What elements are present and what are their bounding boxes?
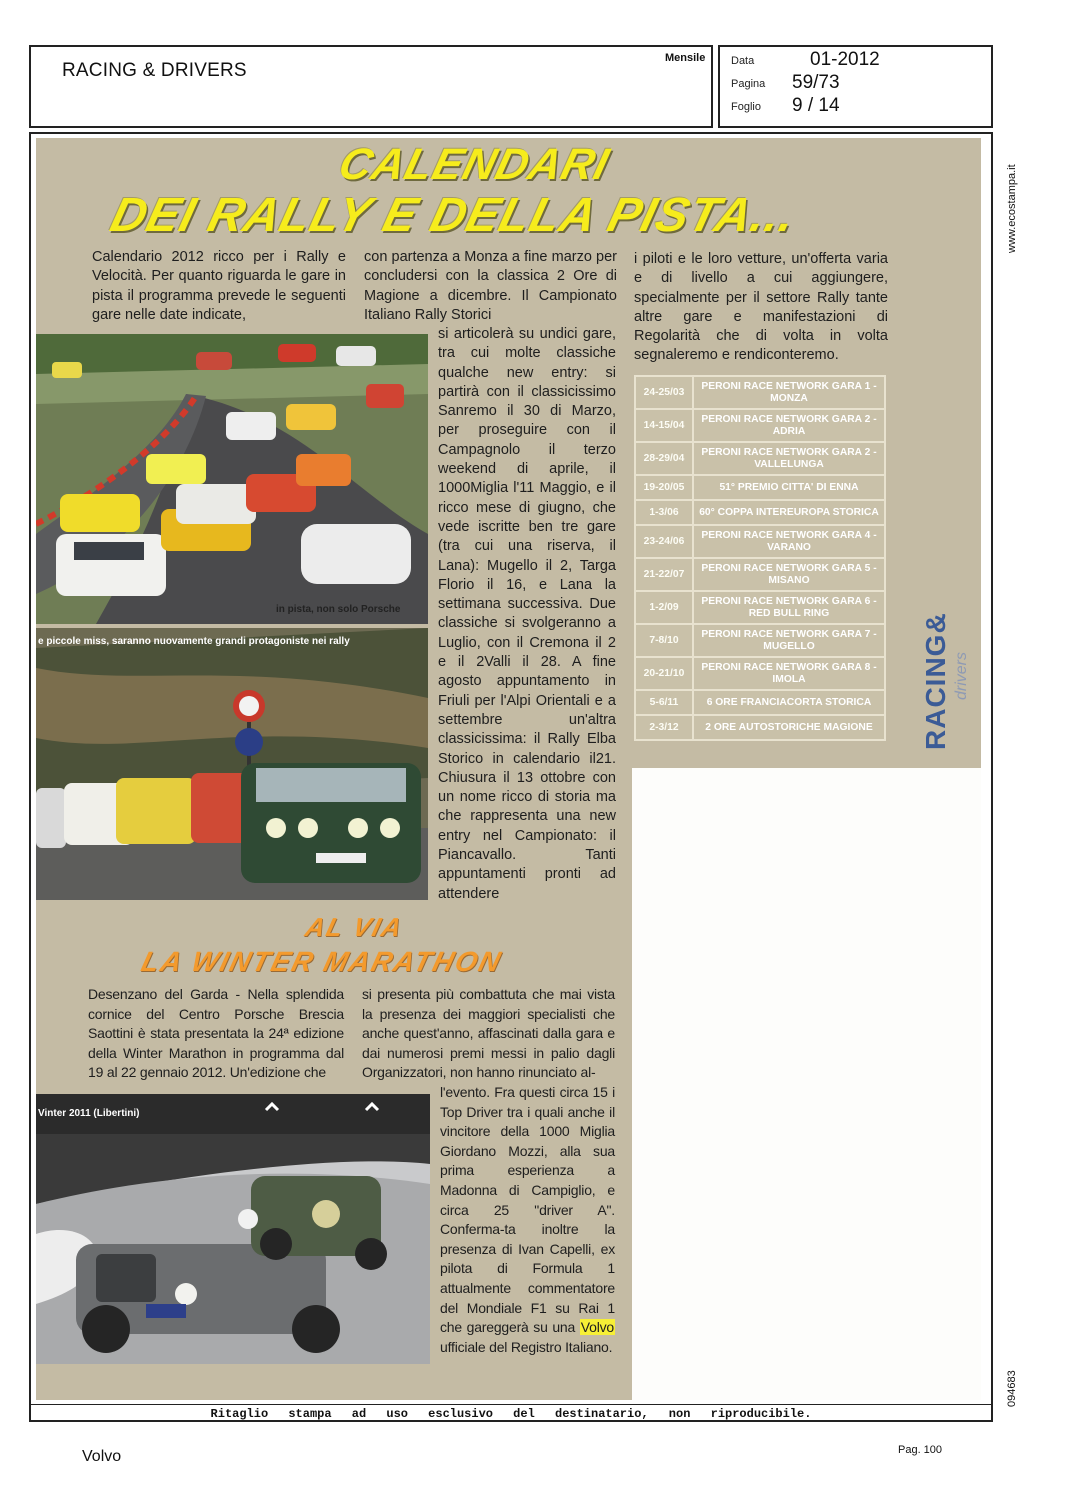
side-url-text: www.ecostampa.it bbox=[1006, 164, 1018, 253]
race-event: PERONI RACE NETWORK GARA 6 - RED BULL RING bbox=[693, 591, 885, 624]
photo-track-race bbox=[36, 334, 428, 624]
sheet-label: Foglio bbox=[731, 101, 761, 113]
photo-winter-marathon-image bbox=[36, 1094, 430, 1364]
article1-column-1: Calendario 2012 ricco per i Rally e Velocità. Per quanto riguarda le gare in pista il programma prevede le seguenti gare nelle date indicate, bbox=[92, 249, 346, 323]
photo-track-race-caption: in pista, non solo Porsche bbox=[276, 604, 401, 615]
race-date: 7-8/10 bbox=[635, 624, 693, 657]
race-row bbox=[635, 558, 885, 591]
race-date: 20-21/10 bbox=[635, 657, 693, 690]
brand-logo-text: RACING& bbox=[920, 612, 951, 750]
article1-column-2-continued: si articolerà su undici gare, tra cui molte classiche qualche new entry: si partirà con il classicissimo Sanremo il 30 di Marzo, per proseguire con il Campagnolo il terzo weekend di aprile, il 1000Miglia l'11 Maggio, e il ricco mese di giugno, che vede iscritte ben tre gare (tra cui una riserva, il Lana): Mugello il 2, Targa Florio il 16, e Lana la settimana successiva. Due classiche si svolgeranno a Luglio, con il Cremona il 2 e il 2Valli il 28. A fine agosto appuntamento in Friuli per l'Alpi Orientali e a settembre un'altra classicissima: il Rally Elba Storico in calendario il21. Chiusura il 13 ottobre con un nome ricco di storia ma che rappresenta una new entry nel Campionato: il Piancavallo. Tanti appuntamenti pronti ad attendere bbox=[438, 326, 616, 902]
article2-column-3-end: ufficiale del Registro Italiano. bbox=[440, 1338, 613, 1355]
race-event: PERONI RACE NETWORK GARA 8 - IMOLA bbox=[693, 657, 885, 690]
photo-winter-marathon bbox=[36, 1094, 430, 1364]
race-date: 21-22/07 bbox=[635, 558, 693, 591]
race-date: 23-24/06 bbox=[635, 525, 693, 558]
race-event: PERONI RACE NETWORK GARA 2 - ADRIA bbox=[693, 409, 885, 442]
race-calendar-table bbox=[634, 375, 886, 741]
page-number: Pag. 100 bbox=[898, 1444, 943, 1456]
article2-column-3 bbox=[440, 1083, 615, 1357]
date-label: Data bbox=[731, 55, 755, 67]
race-event: 2 ORE AUTOSTORICHE MAGIONE bbox=[693, 715, 885, 740]
race-row bbox=[635, 376, 885, 409]
race-date: 28-29/04 bbox=[635, 442, 693, 475]
race-calendar-body bbox=[635, 376, 885, 740]
race-date: 19-20/05 bbox=[635, 475, 693, 500]
race-date: 1-2/09 bbox=[635, 591, 693, 624]
headline-winter-marathon: LA WINTER MARATHON bbox=[138, 946, 506, 977]
race-event: PERONI RACE NETWORK GARA 7 - MUGELLO bbox=[693, 624, 885, 657]
race-event: PERONI RACE NETWORK GARA 5 - MISANO bbox=[693, 558, 885, 591]
race-event: PERONI RACE NETWORK GARA 2 - VALLELUNGA bbox=[693, 442, 885, 475]
race-row bbox=[635, 624, 885, 657]
photo-track-race-image bbox=[36, 334, 428, 624]
race-event: PERONI RACE NETWORK GARA 4 - VARANO bbox=[693, 525, 885, 558]
race-event: 6 ORE FRANCIACORTA STORICA bbox=[693, 690, 885, 715]
race-date: 1-3/06 bbox=[635, 500, 693, 525]
sheet-value: 9 / 14 bbox=[792, 95, 840, 116]
race-row bbox=[635, 657, 885, 690]
publication-title: RACING & DRIVERS bbox=[62, 60, 247, 81]
side-url bbox=[1006, 145, 1020, 255]
headline-al-via: AL VIA bbox=[302, 912, 407, 942]
photo-rally-cars-caption: e piccole miss, saranno nuovamente grandi protagoniste nei rally bbox=[38, 636, 350, 647]
headline-rally-pista: DEI RALLY E DELLA PISTA... bbox=[105, 189, 802, 242]
race-row bbox=[635, 715, 885, 740]
race-row bbox=[635, 591, 885, 624]
photo-rally-cars bbox=[36, 628, 428, 900]
side-code-text: 094683 bbox=[1006, 1370, 1018, 1407]
periodicity-label: Mensile bbox=[665, 52, 706, 64]
race-row bbox=[635, 500, 885, 525]
race-row bbox=[635, 690, 885, 715]
race-date: 24-25/03 bbox=[635, 376, 693, 409]
race-row bbox=[635, 442, 885, 475]
race-row bbox=[635, 409, 885, 442]
page-value: 59/73 bbox=[792, 72, 840, 93]
highlight-volvo: Volvo bbox=[580, 1319, 614, 1336]
article2-column-1: Desenzano del Garda - Nella splendida cornice del Centro Porsche Brescia Saottini è stata presentata la 24ª edizione della Winter Marathon in programma dal 19 al 22 gennaio 2012. Un'edizione che bbox=[88, 986, 344, 1081]
race-row bbox=[635, 475, 885, 500]
article2-column-2: si presenta più combattuta che mai vista la presenza dei maggiori specialisti che anche quest'anno, affascinati dalla gara e dai numerosi premi messi in palio dagli Organizzatori, non hanno rinunciato al- bbox=[362, 986, 615, 1081]
brand-logo-subtext: drivers bbox=[953, 651, 970, 700]
article1-column-3: i piloti e le loro vetture, un'offerta varia e di livello a cui aggiungere, specialmente per il settore Rally tante altre gare e manifestazioni di Regolarità che di volta in volta segnaleremo e rendiconteremo. bbox=[634, 251, 888, 364]
brand-logo bbox=[920, 600, 970, 760]
side-code bbox=[1006, 1365, 1020, 1410]
date-value: 01-2012 bbox=[810, 49, 880, 70]
client-brand: Volvo bbox=[82, 1448, 122, 1465]
race-event: 60° COPPA INTEREUROPA STORICA bbox=[693, 500, 885, 525]
article2-column-3-text: l'evento. Fra questi circa 15 i Top Driver tra i quali anche il vincitore della 1000 Miglia Giordano Mozzi, alla sua prima esperienza a Madonna di Campiglio, e circa 25 "driver A". Conferma-ta inoltre la presenza di Ivan Capelli, ex pilota di Formula 1 attualmente commentatore del Mondiale F1 su Rai 1 che gareggerà su una bbox=[440, 1084, 615, 1336]
photo-winter-marathon-caption: Vinter 2011 (Libertini) bbox=[38, 1108, 140, 1119]
race-event: 51° PREMIO CITTA' DI ENNA bbox=[693, 475, 885, 500]
race-date: 14-15/04 bbox=[635, 409, 693, 442]
race-date: 2-3/12 bbox=[635, 715, 693, 740]
race-row bbox=[635, 525, 885, 558]
headline-calendari: CALENDARI bbox=[334, 140, 615, 189]
article1-column-2: con partenza a Monza a fine marzo per concludersi con la classica 2 Ore di Magione a dicembre. Il Campionato Italiano Rally Storici bbox=[364, 249, 617, 323]
photo-rally-cars-image bbox=[36, 628, 428, 900]
race-event: PERONI RACE NETWORK GARA 1 - MONZA bbox=[693, 376, 885, 409]
clipping-notice: Ritaglio stampa ad uso esclusivo del destinatario, non riproducibile. bbox=[29, 1404, 993, 1423]
header-publication-box bbox=[29, 45, 713, 128]
race-date: 5-6/11 bbox=[635, 690, 693, 715]
page-label: Pagina bbox=[731, 78, 766, 90]
